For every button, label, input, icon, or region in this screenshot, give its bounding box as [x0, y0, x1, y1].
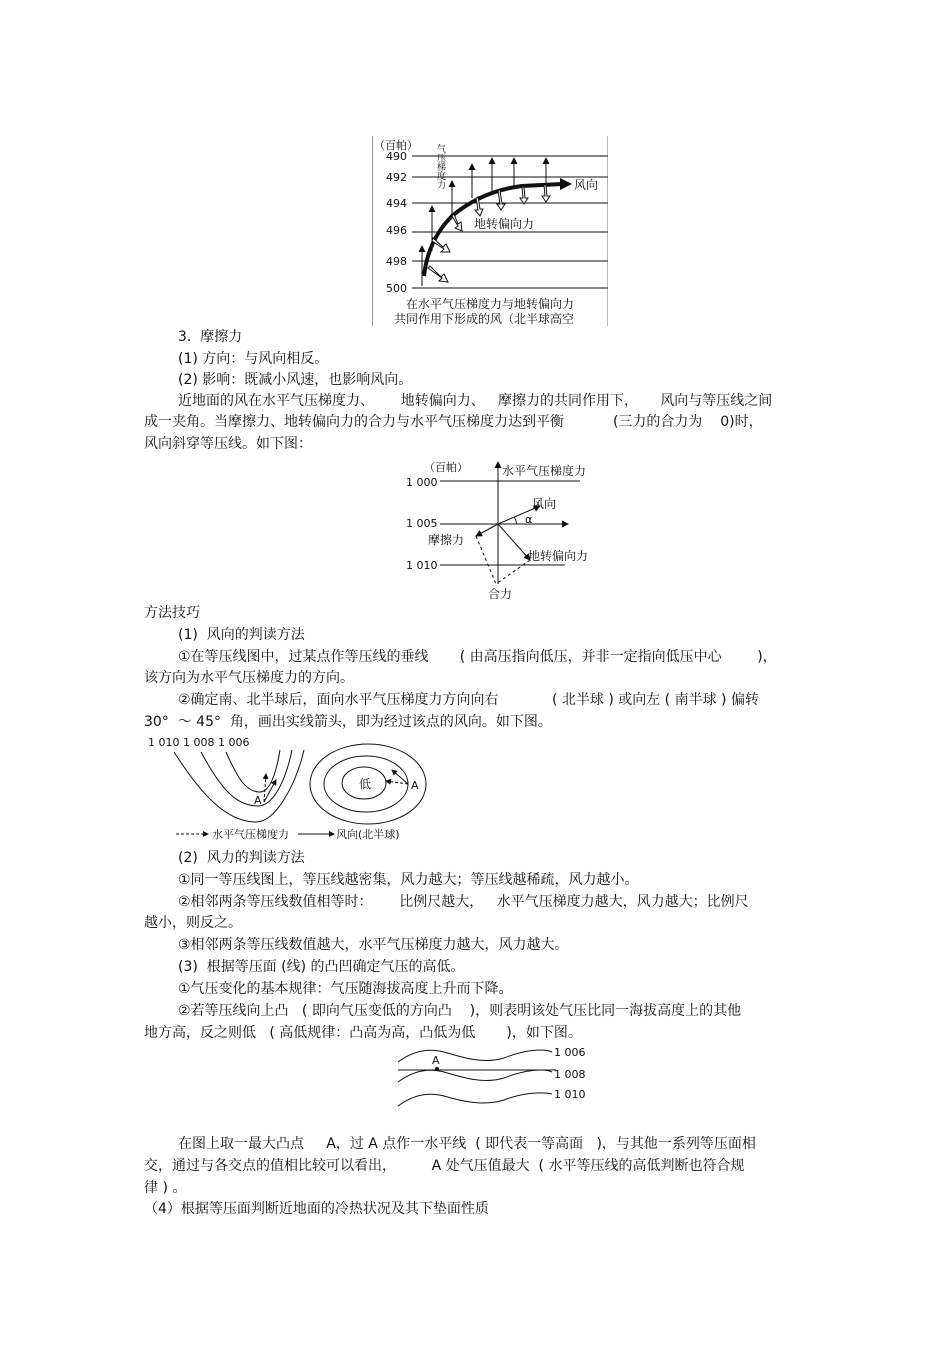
fig1-level-490: 490 [386, 150, 407, 163]
fig1-level-500: 500 [386, 282, 407, 295]
paragraph-line: 越小，则反之。 [144, 915, 242, 931]
figure-isobaric-surfaces [394, 1042, 594, 1110]
fig4-level-1006: 1 006 [554, 1046, 586, 1059]
method-tips-heading: 方法技巧 [144, 605, 200, 621]
fig3-trough-pgf-arrow [264, 774, 266, 802]
fig2-dashed-line [496, 560, 530, 584]
fig1-coriolis-arrow [520, 187, 528, 204]
fig1-coriolis-arrow [542, 185, 550, 202]
fig4-isobar-1008 [398, 1070, 552, 1082]
fig2-alpha: α [525, 513, 533, 526]
fig1-pgf-label: 气压梯度力 [435, 144, 445, 189]
fig1-coriolis-arrow [497, 190, 505, 210]
fig1-level-496: 496 [386, 224, 407, 237]
paragraph-line: 30° ～ 45° 角，画出实线箭头，即为经过该点的风向。如下图。 [144, 714, 552, 730]
friction-direction: (1) 方向：与风向相反。 [178, 351, 329, 367]
fig4-isobar-1010 [398, 1093, 552, 1106]
fig2-coriolis-label: 地转偏向力 [528, 549, 589, 563]
figure-wind-direction-isobars [146, 734, 436, 846]
fig3-low-wind-arrow [392, 770, 408, 784]
fig3-legend-wind: 风向(北半球) [336, 828, 400, 841]
fig1-level-492: 492 [386, 171, 407, 184]
paragraph-line: 风向斜穿等压线。如下图： [144, 436, 312, 452]
fig4-level-1010: 1 010 [554, 1088, 586, 1101]
fig4-isobar-1006 [398, 1050, 552, 1062]
paragraph-line: 成一夹角。当摩擦力、地转偏向力的合力与水平气压梯度力达到平衡 (三力的合力为 0)时， [144, 414, 763, 430]
fig3-legend-pgf: 水平气压梯度力 [212, 828, 289, 841]
fig2-friction-label: 摩擦力 [428, 533, 465, 547]
paragraph-line: 地方高，反之则低 ( 高低规律：凸高为高，凸低为低 )，如下图。 [144, 1025, 582, 1041]
fig1-coriolis-arrow [452, 214, 462, 231]
paragraph-line: ①在等压线图中，过某点作等压线的垂线 ( 由高压指向低压，并非一定指向低压中心 )， [178, 649, 777, 665]
fig1-coriolis-label: 地转偏向力 [474, 217, 535, 231]
fig2-level-1010: 1 010 [406, 559, 438, 572]
fig3-isobar-labels: 1 010 1 008 1 006 [148, 736, 250, 749]
fig3-low-label: 低 [359, 777, 372, 791]
section-friction-title: 3. 摩擦力 [178, 329, 243, 345]
fig1-wind-arrowhead [560, 178, 572, 190]
paragraph-line: ②相邻两条等压线数值相等时： 比例尺越大， 水平气压梯度力越大，风力越大；比例尺 [178, 894, 749, 910]
fig1-level-498: 498 [386, 255, 407, 268]
paragraph-line: 在图上取一最大凸点 A，过 A 点作一水平线 ( 即代表一等高面 )，与其他一系列等压面相 [178, 1136, 756, 1152]
paragraph-line: ③相邻两条等压线数值越大，水平气压梯度力越大，风力越大。 [178, 937, 569, 953]
paragraph-line: ②若等压线向上凸 ( 即向气压变低的方向凸 )，则表明该处气压比同一海拔高度上的其他 [178, 1003, 742, 1019]
subheading: (1) 风向的判读方法 [178, 627, 305, 643]
fig2-friction-arrow [476, 524, 498, 536]
fig1-coriolis-arrow [432, 238, 450, 252]
paragraph-line: ②确定南、北半球后，面向水平气压梯度力方向向右 ( 北半球 ) 或向左 ( 南半球 ) 偏转 [178, 692, 759, 708]
paragraph-line: 律 ) 。 [144, 1180, 187, 1196]
fig2-wind-label: 风向 [532, 497, 557, 511]
paragraph-line: 交，通过与各交点的值相比较可以看出， A 处气压值最大 ( 水平等压线的高低判断也符合规 [144, 1158, 745, 1174]
paragraph-line: ①同一等压线图上，等压线越密集，风力越大；等压线越稀疏，风力越小。 [178, 872, 639, 888]
subheading: (2) 风力的判读方法 [178, 850, 305, 866]
fig1-wind-label: 风向 [574, 178, 599, 192]
fig2-pgf-label: 水平气压梯度力 [502, 464, 587, 478]
fig2-resultant-label: 合力 [488, 587, 513, 601]
subheading: (3) 根据等压面 (线) 的凸凹确定气压的高低。 [178, 959, 465, 975]
fig1-caption-line1: 在水平气压梯度力与地转偏向力 [406, 297, 575, 311]
fig4-level-1008: 1 008 [554, 1068, 586, 1081]
fig2-coriolis-arrow [498, 524, 530, 560]
paragraph-line: 近地面的风在水平气压梯度力、 地转偏向力、 摩擦力的共同作用下， 风向与等压线之间 [178, 393, 773, 409]
fig1-level-494: 494 [386, 197, 407, 210]
paragraph-line: ①气压变化的基本规律：气压随海拔高度上升而下降。 [178, 981, 513, 997]
fig3-low-point: A [411, 779, 419, 792]
fig2-level-1005: 1 005 [406, 517, 438, 530]
paragraph-line: 该方向为水平气压梯度力的方向。 [144, 670, 354, 686]
fig1-unit: （百帕） [374, 139, 418, 152]
fig3-trough-wind-arrow [264, 780, 276, 802]
figure-surface-wind-forces [400, 456, 610, 602]
fig3-isobar-trough [226, 750, 280, 792]
fig2-level-1000: 1 000 [406, 476, 438, 489]
fig2-dashed-line [476, 536, 496, 584]
fig4-point-a [435, 1067, 439, 1071]
fig2-alpha-arc [514, 517, 516, 524]
subheading: （4）根据等压面判断近地面的冷热状况及其下垫面性质 [144, 1201, 489, 1217]
fig1-caption-line2: 共同作用下形成的风（北半球高空 [394, 312, 575, 326]
fig1-coriolis-arrow [428, 266, 448, 282]
friction-effect: (2) 影响：既减小风速，也影响风向。 [178, 372, 413, 388]
fig3-isobar-trough [174, 750, 304, 822]
fig2-unit: （百帕） [424, 461, 468, 474]
figure-upper-air-wind [372, 136, 608, 326]
fig3-trough-point: A [254, 794, 262, 807]
fig4-point-a-label: A [432, 1054, 440, 1067]
